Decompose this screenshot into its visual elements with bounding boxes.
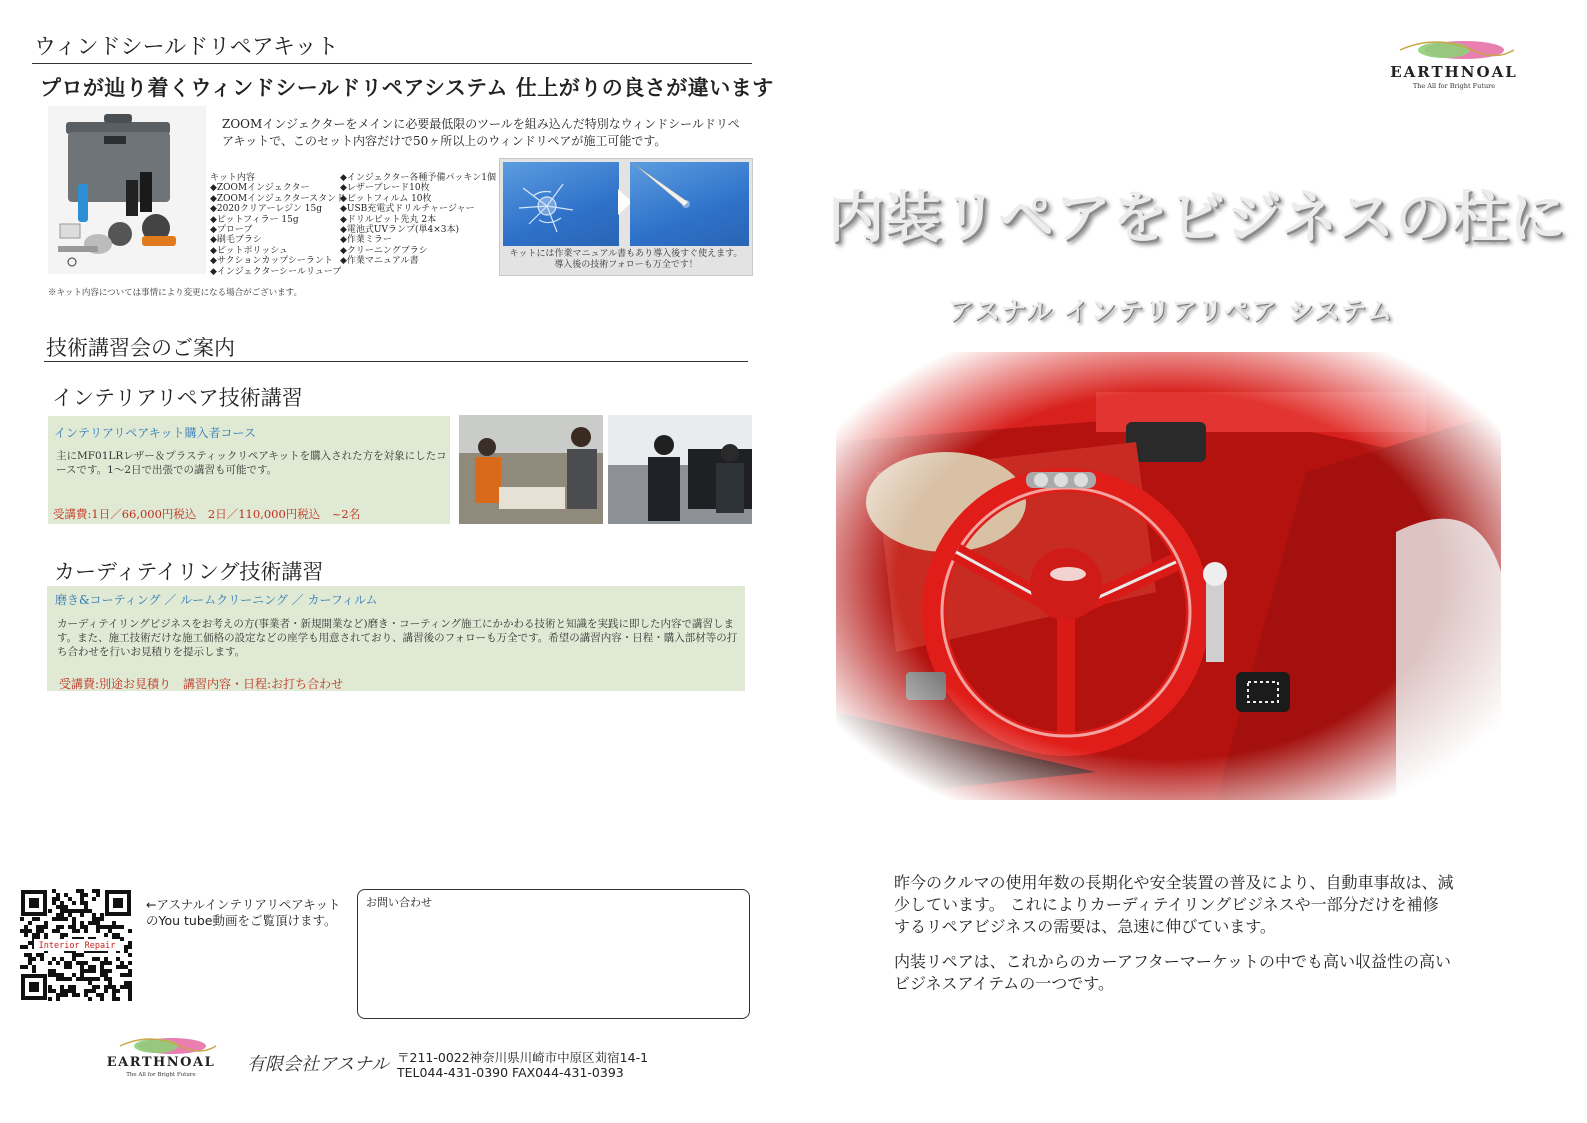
kit-contents-list-1	[210, 173, 345, 277]
phone-fax-line: TEL044-431-0390 FAX044-431-0393	[397, 1065, 624, 1080]
body-paragraph-2: 内装リペアは、これからのカーアフターマーケットの中でも高い収益性の高いビジネスアイテムの一つです。	[894, 952, 1451, 993]
windshield-kit-subheading: プロが辿り着くウィンドシールドリペアシステム 仕上がりの良さが違います	[40, 75, 774, 100]
training-heading: 技術講習会のご案内	[46, 336, 235, 360]
list-item: ◆ピットフィラー 15g	[210, 214, 299, 225]
company-address	[397, 1050, 648, 1080]
list-item: ◆ZOOMインジェクタースタンド	[210, 193, 346, 204]
main-title: 内装リペアをビジネスの柱に	[828, 185, 1567, 251]
training-photo-1	[459, 415, 603, 524]
logo-tagline: The All for Bright Future	[1412, 82, 1496, 90]
list-item: ◆レザーブレード10枚	[340, 183, 430, 194]
earthnoal-logo	[100, 1034, 222, 1080]
windshield-chip-repair-panel	[499, 158, 753, 276]
chip-after-photo	[630, 162, 749, 246]
list-item: ◆作業マニュアル書	[340, 256, 419, 267]
interior-course-name: インテリアリペアキット購入者コース	[54, 426, 256, 440]
address-line: 〒211-0022神奈川県川崎市中原区苅宿14-1	[397, 1050, 649, 1065]
detailing-topics: 磨き&コーティング ／ ルームクリーニング ／ カーフィルム	[55, 593, 378, 607]
interior-training-title: インテリアリペア技術講習	[52, 386, 303, 410]
interior-course-fee: 受講費:1日／66,000円税込 2日／110,000円税込 ~2名	[53, 507, 361, 521]
list-item: ◆作業ミラー	[340, 235, 392, 246]
windshield-kit-intro: ZOOMインジェクターをメインに必要最低限のツールを組み込んだ特別なウィンドシールドリペアキットで、このセット内容だけで50ヶ所以上のウィンドリペアが施工可能です。	[222, 117, 740, 148]
car-interior-photo	[836, 352, 1501, 800]
list-item: ◆クリーニングブラシ	[340, 245, 428, 256]
list-item: ◆サクションカップシーラント	[210, 256, 333, 267]
list-item: ◆ZOOMインジェクター	[210, 183, 310, 194]
detailing-fee: 受講費:別途お見積り 講習内容・日程:お打ち合わせ	[59, 677, 344, 691]
interior-course-desc: 主にMF01LRレザー＆プラスティックリペアキットを購入された方を対象にしたコースです。1～2日で出張での講習も可能です。	[56, 450, 447, 476]
list-item: ◆プローブ	[210, 225, 253, 236]
list-item: ◆インジェクター各種予備パッキン1個	[340, 173, 496, 183]
toolbox-photo	[48, 106, 206, 274]
company-name: 有限会社アスナル	[247, 1054, 390, 1075]
qr-overlay-label: Interior Repair	[38, 941, 116, 951]
list-item: キット内容	[210, 173, 255, 183]
qr-description: ←アスナルインテリアリペアキットのYou tube動画をご覧頂けます。	[146, 897, 341, 928]
detailing-training-title: カーディテイリング技術講習	[54, 560, 324, 584]
list-item: ◆USB充電式ドリルチャージャー	[340, 204, 475, 215]
kit-contents-list-2	[340, 173, 496, 267]
list-item: ◆刷毛ブラシ	[210, 235, 262, 246]
heading-rule	[44, 361, 748, 362]
detailing-desc: カーディテイリングビジネスをお考えの方(事業者・新規開業など)磨き・コーティング施工にかかわる技術と知識を実践に即した内容で講習します。また、施工技術だけな施工価格の設定などの座学も用意されており、講習後のフォローも万全です。希望の講習内容・日程・購入部材等の打ち合わせを行いお見積りを提示します。	[57, 618, 738, 658]
list-item: ◆ピットポリッシュ	[210, 245, 289, 256]
system-title: アスナル インテリアリペア システム	[948, 297, 1394, 327]
chip-caption: キットには作業マニュアル書もあり導入後すぐ使えます。導入後の技術フォローも万全です！	[509, 249, 743, 270]
list-item: ◆ピットフィルム 10枚	[340, 193, 432, 204]
list-item: ◆ドリルビット先丸 2本	[340, 214, 437, 225]
list-item: ◆電池式UVランプ(単4×3本)	[340, 225, 460, 236]
chip-before-photo	[503, 162, 619, 246]
earthnoal-logo-top	[1378, 36, 1530, 94]
body-paragraph-1: 昨今のクルマの使用年数の長期化や安全装置の普及により、自動車事故は、減少しています。 これによりカーディテイリングビジネスや一部分だけを補修するリペアビジネスの需要は、急速に伸びています。	[894, 873, 1454, 936]
list-item: ◆インジェクターシールリューブ	[210, 266, 342, 277]
training-photo-2	[608, 415, 752, 524]
heading-rule	[32, 63, 752, 64]
list-item: ◆2020クリアーレジン 15g	[210, 204, 323, 215]
contact-label: お問い合わせ	[366, 896, 432, 909]
logo-tagline: The All for Bright Future	[126, 1072, 196, 1078]
kit-note: ※キット内容については事情により変更になる場合がございます。	[48, 288, 302, 298]
windshield-kit-heading: ウィンドシールドリペアキット	[34, 35, 339, 60]
qr-code[interactable]	[20, 889, 132, 1001]
logo-wordmark: EARTHNOAL	[1390, 63, 1518, 81]
logo-wordmark: EARTHNOAL	[106, 1055, 216, 1070]
